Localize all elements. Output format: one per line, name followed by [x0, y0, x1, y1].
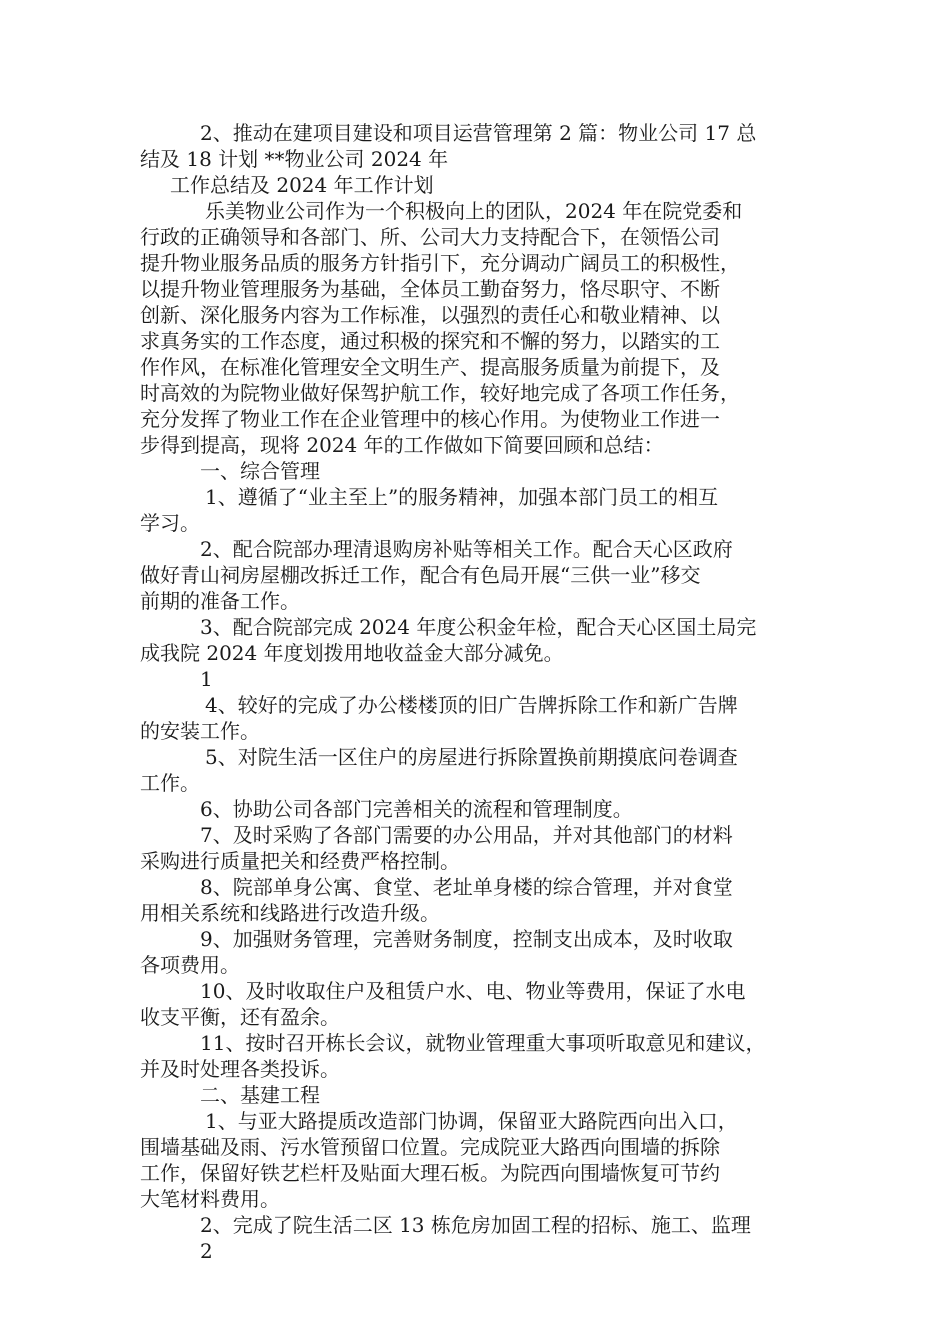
text-line: 二、基建工程 [200, 1083, 320, 1107]
text-line: 2、完成了院生活二区 13 栋危房加固工程的招标、施工、监理 [200, 1213, 751, 1237]
text-line: 充分发挥了物业工作在企业管理中的核心作用。为使物业工作进一 [140, 407, 720, 431]
text-line: 1、遵循了“业主至上”的服务精神，加强本部门员工的相互 [205, 485, 719, 509]
text-line: 5、对院生活一区住户的房屋进行拆除置换前期摸底问卷调查 [205, 745, 738, 769]
text-line: 3、配合院部完成 2024 年度公积金年检，配合天心区国土局完 [200, 615, 757, 639]
text-line: 收支平衡，还有盈余。 [140, 1005, 340, 1029]
text-line: 10、及时收取住户及租赁户水、电、物业等费用，保证了水电 [200, 979, 746, 1003]
text-line: 创新、深化服务内容为工作标准，以强烈的责任心和敬业精神、以 [140, 303, 720, 327]
text-line: 的安装工作。 [140, 719, 260, 743]
text-line: 学习。 [140, 511, 200, 535]
text-line: 结及 18 计划 **物业公司 2024 年 [140, 147, 449, 171]
text-line: 作作风，在标准化管理安全文明生产、提高服务质量为前提下，及 [140, 355, 720, 379]
text-line: 工作总结及 2024 年工作计划 [170, 173, 434, 197]
text-line: 1 [200, 667, 213, 691]
text-line: 大笔材料费用。 [140, 1187, 280, 1211]
text-line: 时高效的为院物业做好保驾护航工作，较好地完成了各项工作任务， [140, 381, 740, 405]
text-line: 一、综合管理 [200, 459, 320, 483]
text-line: 做好青山祠房屋棚改拆迁工作，配合有色局开展“三供一业”移交 [140, 563, 701, 587]
text-line: 4、较好的完成了办公楼楼顶的旧广告牌拆除工作和新广告牌 [205, 693, 738, 717]
text-line: 9、加强财务管理，完善财务制度，控制支出成本，及时收取 [200, 927, 733, 951]
text-line: 各项费用。 [140, 953, 240, 977]
text-line: 采购进行质量把关和经费严格控制。 [140, 849, 460, 873]
text-line: 6、协助公司各部门完善相关的流程和管理制度。 [200, 797, 633, 821]
text-line: 围墙基础及雨、污水管预留口位置。完成院亚大路西向围墙的拆除 [140, 1135, 720, 1159]
document-body [0, 120, 950, 1264]
text-line: 2、配合院部办理清退购房补贴等相关工作。配合天心区政府 [200, 537, 733, 561]
text-line: 行政的正确领导和各部门、所、公司大力支持配合下，在领悟公司 [140, 225, 720, 249]
text-line: 提升物业服务品质的服务方针指引下，充分调动广阔员工的积极性， [140, 251, 740, 275]
text-line: 7、及时采购了各部门需要的办公用品，并对其他部门的材料 [200, 823, 733, 847]
text-line: 乐美物业公司作为一个积极向上的团队，2024 年在院党委和 [205, 199, 743, 223]
text-line: 工作，保留好铁艺栏杆及贴面大理石板。为院西向围墙恢复可节约 [140, 1161, 720, 1185]
text-line: 并及时处理各类投诉。 [140, 1057, 340, 1081]
text-line: 求真务实的工作态度，通过积极的探究和不懈的努力，以踏实的工 [140, 329, 720, 353]
text-line: 步得到提高，现将 2024 年的工作做如下简要回顾和总结： [140, 433, 664, 457]
text-line: 11、按时召开栋长会议，就物业管理重大事项听取意见和建议， [200, 1031, 766, 1055]
text-line: 1、与亚大路提质改造部门协调，保留亚大路院西向出入口， [205, 1109, 738, 1133]
text-line: 成我院 2024 年度划拨用地收益金大部分减免。 [140, 641, 564, 665]
text-line: 2 [200, 1239, 213, 1263]
text-line: 前期的准备工作。 [140, 589, 300, 613]
text-line: 2、推动在建项目建设和项目运营管理第 2 篇：物业公司 17 总 [200, 121, 757, 145]
text-line: 8、院部单身公寓、食堂、老址单身楼的综合管理，并对食堂 [200, 875, 733, 899]
text-line: 用相关系统和线路进行改造升级。 [140, 901, 440, 925]
text-line: 工作。 [140, 771, 200, 795]
text-line: 以提升物业管理服务为基础，全体员工勤奋努力，恪尽职守、不断 [140, 277, 720, 301]
